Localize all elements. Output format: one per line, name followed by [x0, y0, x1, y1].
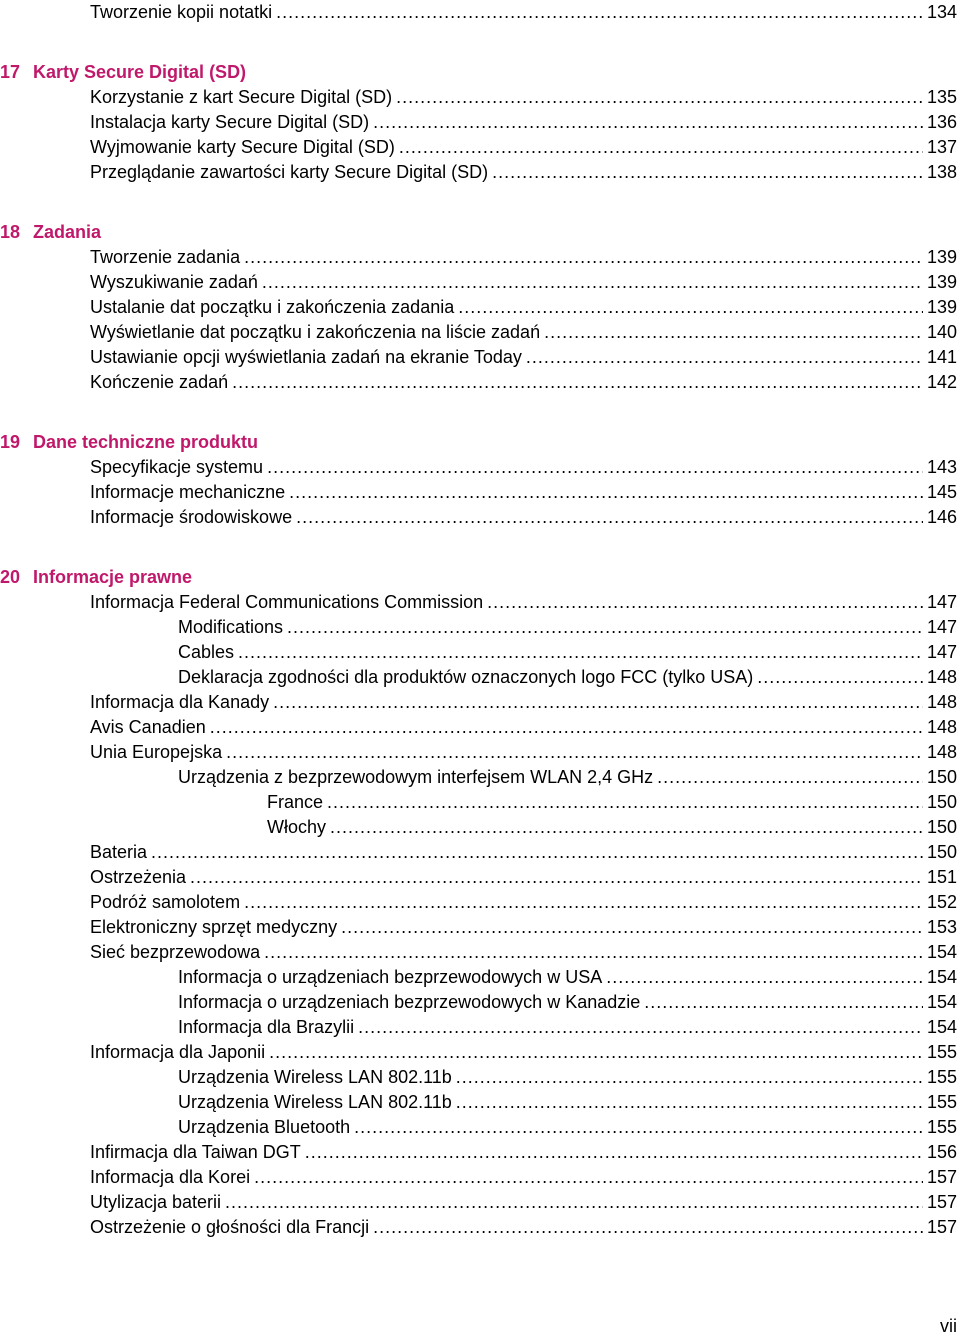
chapter-number: 19 — [0, 432, 21, 452]
toc-entry[interactable] — [90, 345, 957, 369]
toc-entry-title: Informacje środowiskowe — [90, 507, 293, 527]
toc-entry[interactable] — [178, 965, 957, 989]
toc-entry-title: Tworzenie kopii notatki — [90, 2, 273, 22]
toc-entry-title: Wyszukiwanie zadań — [90, 272, 258, 292]
toc-entry-title: Utylizacja baterii — [90, 1192, 222, 1212]
toc-entry-page: 150 — [926, 792, 957, 812]
dot-leader — [305, 1140, 923, 1164]
toc-entry[interactable] — [90, 1165, 957, 1189]
toc-entry-title: Korzystanie z kart Secure Digital (SD) — [90, 87, 393, 107]
toc-entry-page: 152 — [926, 892, 957, 912]
toc-entry-page: 134 — [926, 2, 957, 22]
dot-leader — [262, 270, 923, 294]
page-number: vii — [940, 1316, 957, 1336]
chapter-title: Dane techniczne produktu — [33, 432, 259, 452]
dot-leader — [487, 590, 923, 614]
chapter-number: 17 — [0, 62, 21, 82]
chapter-heading[interactable] — [0, 565, 192, 589]
toc-entry[interactable] — [90, 370, 957, 394]
chapter-number: 20 — [0, 567, 21, 587]
toc-entry-page: 141 — [926, 347, 957, 367]
dot-leader — [276, 0, 923, 24]
toc-entry-title: Specyfikacje systemu — [90, 457, 264, 477]
toc-entry-page: 154 — [926, 942, 957, 962]
toc-entry[interactable] — [90, 1190, 957, 1214]
toc-entry-page: 154 — [926, 967, 957, 987]
toc-entry-page: 148 — [926, 667, 957, 687]
toc-entry-title: Włochy — [267, 817, 327, 837]
toc-entry-page: 136 — [926, 112, 957, 132]
toc-entry-page: 153 — [926, 917, 957, 937]
dot-leader — [244, 890, 923, 914]
dot-leader — [757, 665, 923, 689]
dot-leader — [606, 965, 923, 989]
toc-entry-title: Wyświetlanie dat początku i zakończenia na liście zadań — [90, 322, 541, 342]
chapter-number: 18 — [0, 222, 21, 242]
toc-entry[interactable] — [178, 1090, 957, 1114]
toc-entry-page: 157 — [926, 1167, 957, 1187]
toc-entry[interactable] — [178, 1065, 957, 1089]
toc-entry-page: 139 — [926, 297, 957, 317]
toc-entry[interactable] — [178, 640, 957, 664]
toc-entry-page: 148 — [926, 742, 957, 762]
chapter-heading[interactable] — [0, 220, 101, 244]
toc-entry-title: France — [267, 792, 324, 812]
toc-entry[interactable] — [178, 990, 957, 1014]
dot-leader — [358, 1015, 923, 1039]
toc-entry[interactable] — [90, 320, 957, 344]
toc-entry-page: 140 — [926, 322, 957, 342]
toc-entry[interactable] — [267, 815, 957, 839]
toc-entry[interactable] — [90, 455, 957, 479]
toc-entry-page: 154 — [926, 992, 957, 1012]
toc-entry[interactable] — [178, 1115, 957, 1139]
toc-entry-title: Ostrzeżenia — [90, 867, 187, 887]
toc-entry-title: Wyjmowanie karty Secure Digital (SD) — [90, 137, 395, 157]
toc-entry-title: Unia Europejska — [90, 742, 223, 762]
toc-entry[interactable] — [90, 505, 957, 529]
toc-entry-page: 147 — [926, 642, 957, 662]
dot-leader — [273, 690, 923, 714]
toc-entry-title: Informacja dla Japonii — [90, 1042, 266, 1062]
toc-entry-title: Avis Canadien — [90, 717, 206, 737]
dot-leader — [151, 840, 923, 864]
dot-leader — [456, 1065, 923, 1089]
toc-entry-page: 150 — [926, 842, 957, 862]
toc-entry-title: Urządzenia Wireless LAN 802.11b — [178, 1092, 452, 1112]
toc-entry[interactable] — [90, 480, 957, 504]
toc-entry-title: Tworzenie zadania — [90, 247, 241, 267]
dot-leader — [354, 1115, 923, 1139]
toc-entry-page: 155 — [926, 1092, 957, 1112]
toc-entry-title: Informacje mechaniczne — [90, 482, 286, 502]
dot-leader — [492, 160, 923, 184]
dot-leader — [289, 480, 923, 504]
toc-entry-title: Urządzenia z bezprzewodowym interfejsem WLAN 2,4 GHz — [178, 767, 654, 787]
toc-entry-page: 142 — [926, 372, 957, 392]
toc-entry-page: 155 — [926, 1117, 957, 1137]
toc-entry[interactable] — [90, 295, 957, 319]
dot-leader — [296, 505, 923, 529]
dot-leader — [264, 940, 923, 964]
toc-entry-page: 147 — [926, 592, 957, 612]
toc-entry[interactable] — [90, 135, 957, 159]
toc-entry[interactable] — [90, 865, 957, 889]
dot-leader — [657, 765, 923, 789]
dot-leader — [327, 790, 923, 814]
toc-entry[interactable] — [90, 740, 957, 764]
toc-entry-page: 148 — [926, 717, 957, 737]
dot-leader — [254, 1165, 923, 1189]
toc-entry[interactable] — [178, 1015, 957, 1039]
dot-leader — [456, 1090, 923, 1114]
toc-entry-title: Urządzenia Wireless LAN 802.11b — [178, 1067, 452, 1087]
dot-leader — [396, 85, 923, 109]
toc-entry[interactable] — [90, 110, 957, 134]
toc-entry-title: Informacja o urządzeniach bezprzewodowych w Kanadzie — [178, 992, 641, 1012]
toc-entry[interactable] — [90, 840, 957, 864]
toc-entry-title: Informacja o urządzeniach bezprzewodowych w USA — [178, 967, 603, 987]
toc-entry[interactable] — [90, 245, 957, 269]
toc-entry-page: 150 — [926, 767, 957, 787]
toc-entry-title: Elektroniczny sprzęt medyczny — [90, 917, 338, 937]
toc-entry[interactable] — [90, 1140, 957, 1164]
dot-leader — [238, 640, 923, 664]
toc-entry-page: 146 — [926, 507, 957, 527]
dot-leader — [526, 345, 923, 369]
toc-entry-title: Informacja dla Korei — [90, 1167, 251, 1187]
dot-leader — [644, 990, 923, 1014]
toc-entry-title: Urządzenia Bluetooth — [178, 1117, 351, 1137]
toc-entry-title: Modifications — [178, 617, 284, 637]
toc-entry-page: 151 — [926, 867, 957, 887]
dot-leader — [287, 615, 923, 639]
toc-entry-page: 147 — [926, 617, 957, 637]
chapter-title: Informacje prawne — [33, 567, 193, 587]
toc-entry[interactable] — [90, 590, 957, 614]
dot-leader — [190, 865, 923, 889]
toc-entry[interactable] — [90, 1040, 957, 1064]
chapter-heading[interactable] — [0, 430, 258, 454]
toc-entry[interactable] — [90, 270, 957, 294]
chapter-title: Karty Secure Digital (SD) — [33, 62, 247, 82]
toc-entry-title: Podróż samolotem — [90, 892, 241, 912]
toc-entry-title: Sieć bezprzewodowa — [90, 942, 261, 962]
toc-entry-page: 157 — [926, 1192, 957, 1212]
toc-entry-title: Informacja Federal Communications Commission — [90, 592, 484, 612]
toc-entry[interactable] — [90, 0, 957, 24]
toc-entry[interactable] — [178, 665, 957, 689]
toc-entry-title: Ustawianie opcji wyświetlania zadań na ekranie Today — [90, 347, 522, 367]
dot-leader — [341, 915, 923, 939]
toc-entry-page: 154 — [926, 1017, 957, 1037]
dot-leader — [373, 110, 923, 134]
toc-entry-title: Deklaracja zgodności dla produktów oznaczonych logo FCC (tylko USA) — [178, 667, 754, 687]
toc-entry-page: 135 — [926, 87, 957, 107]
toc-entry[interactable] — [90, 940, 957, 964]
toc-entry-title: Cables — [178, 642, 235, 662]
toc-entry[interactable] — [90, 890, 957, 914]
toc-entry-page: 139 — [926, 247, 957, 267]
dot-leader — [544, 320, 923, 344]
toc-entry[interactable] — [267, 790, 957, 814]
toc-entry-title: Ustalanie dat początku i zakończenia zadania — [90, 297, 455, 317]
dot-leader — [210, 715, 923, 739]
toc-entry-page: 138 — [926, 162, 957, 182]
dot-leader — [330, 815, 923, 839]
toc-entry[interactable] — [90, 85, 957, 109]
chapter-title: Zadania — [33, 222, 102, 242]
dot-leader — [244, 245, 923, 269]
toc-entry-page: 155 — [926, 1042, 957, 1062]
chapter-heading[interactable] — [0, 60, 246, 84]
toc-entry-page: 150 — [926, 817, 957, 837]
toc-entry-page: 143 — [926, 457, 957, 477]
dot-leader — [373, 1215, 923, 1239]
toc-entry[interactable] — [178, 765, 957, 789]
dot-leader — [232, 370, 923, 394]
toc-entry-title: Przeglądanie zawartości karty Secure Digital (SD) — [90, 162, 489, 182]
toc-entry-title: Kończenie zadań — [90, 372, 229, 392]
toc-entry-page: 155 — [926, 1067, 957, 1087]
dot-leader — [226, 740, 923, 764]
toc-entry-page: 145 — [926, 482, 957, 502]
toc-entry-title: Infirmacja dla Taiwan DGT — [90, 1142, 301, 1162]
toc-entry-title: Ostrzeżenie o głośności dla Francji — [90, 1217, 370, 1237]
toc-entry[interactable] — [90, 160, 957, 184]
toc-entry[interactable] — [90, 1215, 957, 1239]
dot-leader — [269, 1040, 923, 1064]
dot-leader — [399, 135, 923, 159]
dot-leader — [458, 295, 923, 319]
toc-entry-title: Informacja dla Kanady — [90, 692, 270, 712]
dot-leader — [267, 455, 923, 479]
toc-entry-page: 137 — [926, 137, 957, 157]
toc-entry-page: 139 — [926, 272, 957, 292]
toc-entry-title: Bateria — [90, 842, 148, 862]
dot-leader — [225, 1190, 923, 1214]
toc-entry-title: Instalacja karty Secure Digital (SD) — [90, 112, 370, 132]
toc-entry-page: 156 — [926, 1142, 957, 1162]
toc-entry-page: 148 — [926, 692, 957, 712]
toc-entry[interactable] — [90, 715, 957, 739]
toc-entry-page: 157 — [926, 1217, 957, 1237]
toc-entry-title: Informacja dla Brazylii — [178, 1017, 355, 1037]
toc-entry[interactable] — [90, 915, 957, 939]
toc-entry[interactable] — [178, 615, 957, 639]
toc-entry[interactable] — [90, 690, 957, 714]
